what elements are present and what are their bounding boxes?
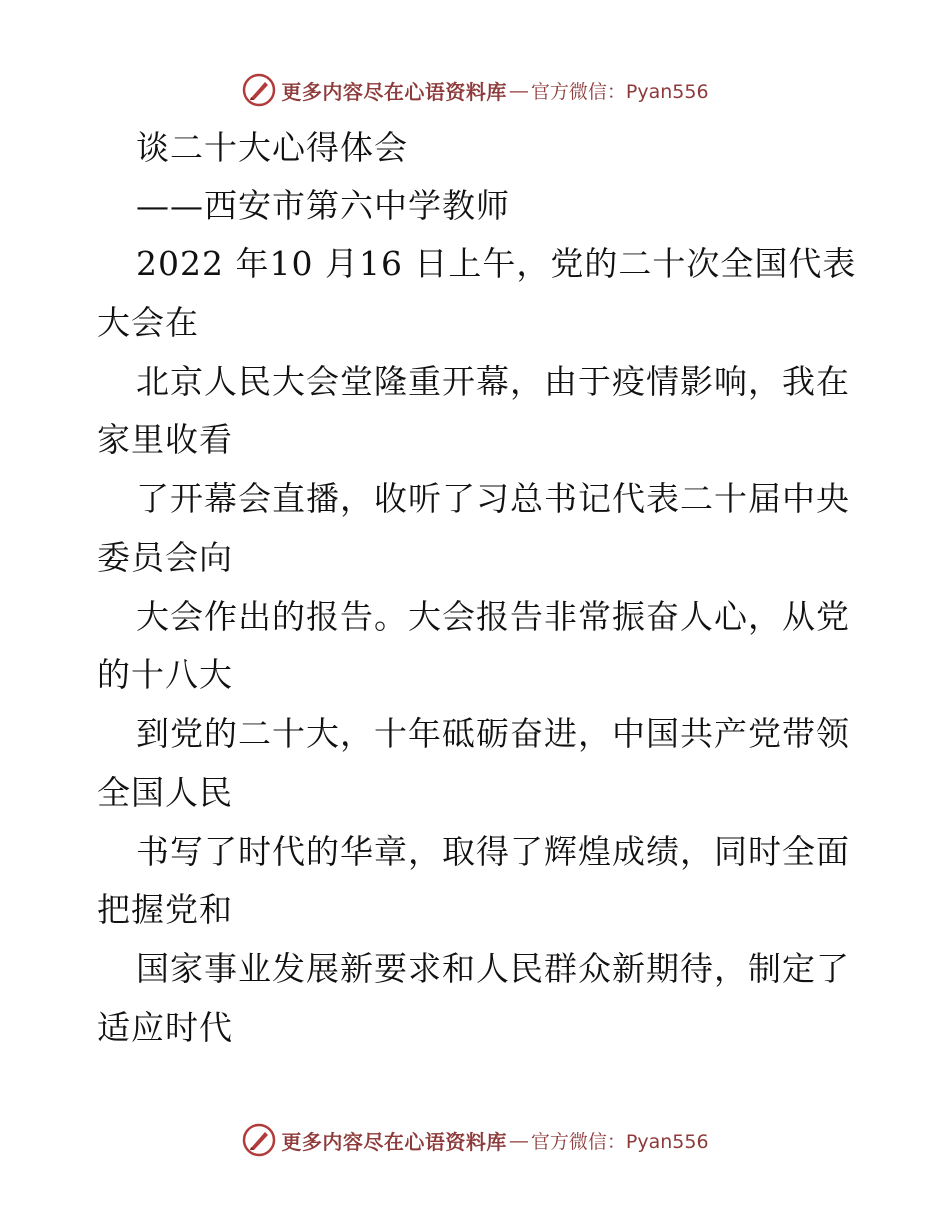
- paragraph-line: 委员会向: [97, 538, 233, 577]
- paragraph-line: 把握党和: [97, 890, 233, 929]
- quill-logo-icon: [241, 1122, 277, 1158]
- paragraph-line: 2022 年10 月16 日上午，党的二十次全国代表: [136, 244, 857, 283]
- quill-logo-icon: [241, 72, 277, 108]
- banner-separator: —: [508, 78, 529, 102]
- paragraph-line: 北京人民大会堂隆重开幕，由于疫情影响，我在: [136, 362, 850, 401]
- header-banner: [0, 68, 950, 112]
- paragraph-line: 了开幕会直播，收听了习总书记代表二十届中央: [136, 479, 850, 518]
- paragraph-line: 全国人民: [97, 773, 233, 812]
- banner-title: 更多内容尽在心语资料库: [281, 79, 507, 104]
- document-title: 谈二十大心得体会: [136, 128, 408, 167]
- paragraph-line: 到党的二十大，十年砥砺奋进，中国共产党带领: [136, 714, 850, 753]
- banner-contact: 官方微信：Pyan556: [530, 1130, 709, 1153]
- paragraph-line: 家里收看: [97, 420, 233, 459]
- paragraph-line: 国家事业发展新要求和人民群众新期待，制定了: [136, 949, 850, 988]
- document-subtitle: ——西安市第六中学教师: [136, 186, 510, 225]
- paragraph-line: 大会在: [97, 303, 199, 342]
- footer-banner: [0, 1118, 950, 1162]
- paragraph-line: 书写了时代的华章，取得了辉煌成绩，同时全面: [136, 832, 850, 871]
- paragraph-line: 适应时代: [97, 1008, 233, 1047]
- paragraph-line: 的十八大: [97, 655, 233, 694]
- banner-separator: —: [508, 1128, 529, 1152]
- banner-title: 更多内容尽在心语资料库: [281, 1129, 507, 1154]
- paragraph-line: 大会作出的报告。大会报告非常振奋人心，从党: [136, 597, 850, 636]
- banner-contact: 官方微信：Pyan556: [530, 80, 709, 103]
